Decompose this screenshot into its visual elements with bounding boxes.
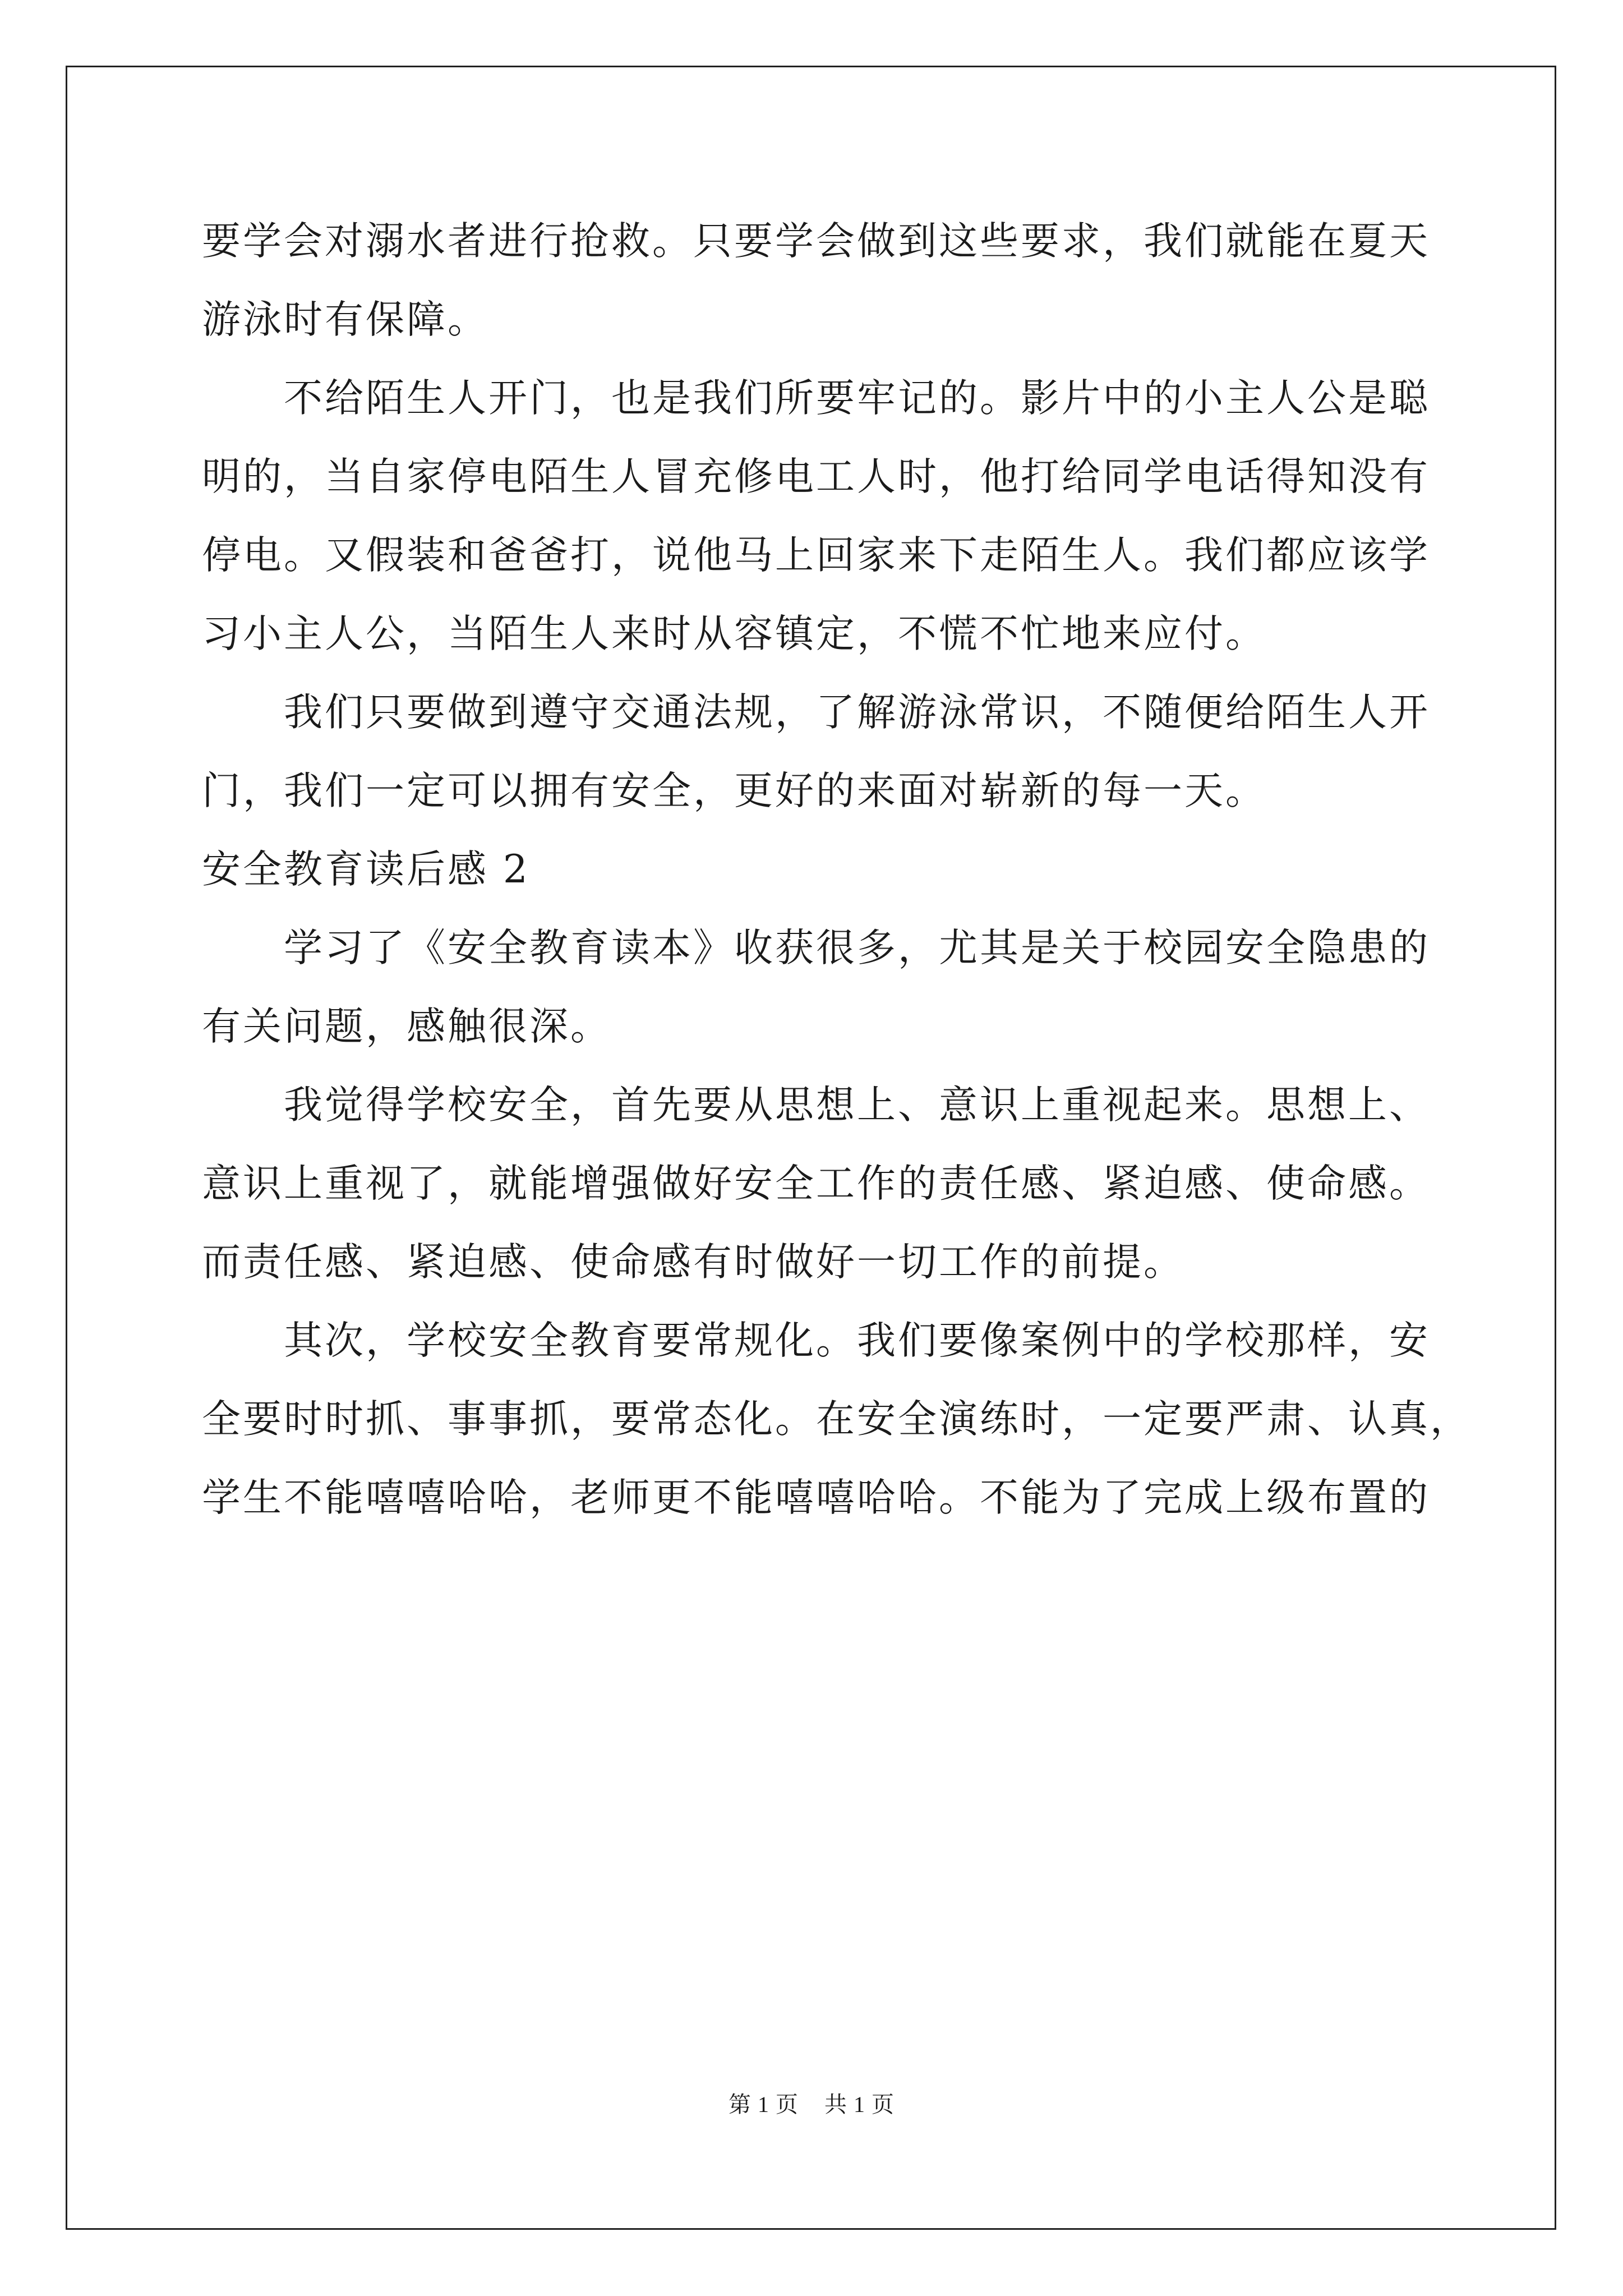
page-number-total: 共 1 页: [824, 2092, 895, 2117]
section-heading: 安全教育读后感 2: [202, 847, 530, 892]
paragraph-start-line: 我们只要做到遵守交通法规，了解游泳常识，不随便给陌生人开: [284, 690, 1430, 735]
text-line: 全要时时抓、事事抓，要常态化。在安全演练时，一定要严肃、认真，: [202, 1397, 1471, 1442]
text-line: 门，我们一定可以拥有安全，更好的来面对崭新的每一天。: [202, 769, 1266, 813]
text-line: 学生不能嘻嘻哈哈，老师更不能嘻嘻哈哈。不能为了完成上级布置的: [202, 1475, 1430, 1520]
page-number-current: 第 1 页: [728, 2092, 799, 2117]
text-line: 有关问题，感触很深。: [202, 1004, 611, 1049]
text-line: 而责任感、紧迫感、使命感有时做好一切工作的前提。: [202, 1240, 1184, 1285]
text-line: 习小主人公，当陌生人来时从容镇定，不慌不忙地来应付。: [202, 611, 1266, 656]
text-line: 要学会对溺水者进行抢救。只要学会做到这些要求，我们就能在夏天: [202, 219, 1430, 264]
text-line: 游泳时有保障。: [202, 297, 488, 342]
paragraph-start-line: 我觉得学校安全，首先要从思想上、意识上重视起来。思想上、: [284, 1083, 1430, 1128]
paragraph-start-line: 其次，学校安全教育要常规化。我们要像案例中的学校那样，安: [284, 1318, 1430, 1363]
paragraph-start-line: 不给陌生人开门，也是我们所要牢记的。影片中的小主人公是聪: [284, 376, 1430, 421]
document-body: [202, 202, 1471, 1537]
text-line: 意识上重视了，就能增强做好安全工作的责任感、紧迫感、使命感。: [202, 1161, 1430, 1206]
paragraph-start-line: 学习了《安全教育读本》收获很多，尤其是关于校园安全隐患的: [284, 926, 1430, 970]
text-line: 明的，当自家停电陌生人冒充修电工人时，他打给同学电话得知没有: [202, 454, 1430, 499]
page-footer: [0, 2087, 1623, 2119]
text-line: 停电。又假装和爸爸打，说他马上回家来下走陌生人。我们都应该学: [202, 533, 1430, 578]
